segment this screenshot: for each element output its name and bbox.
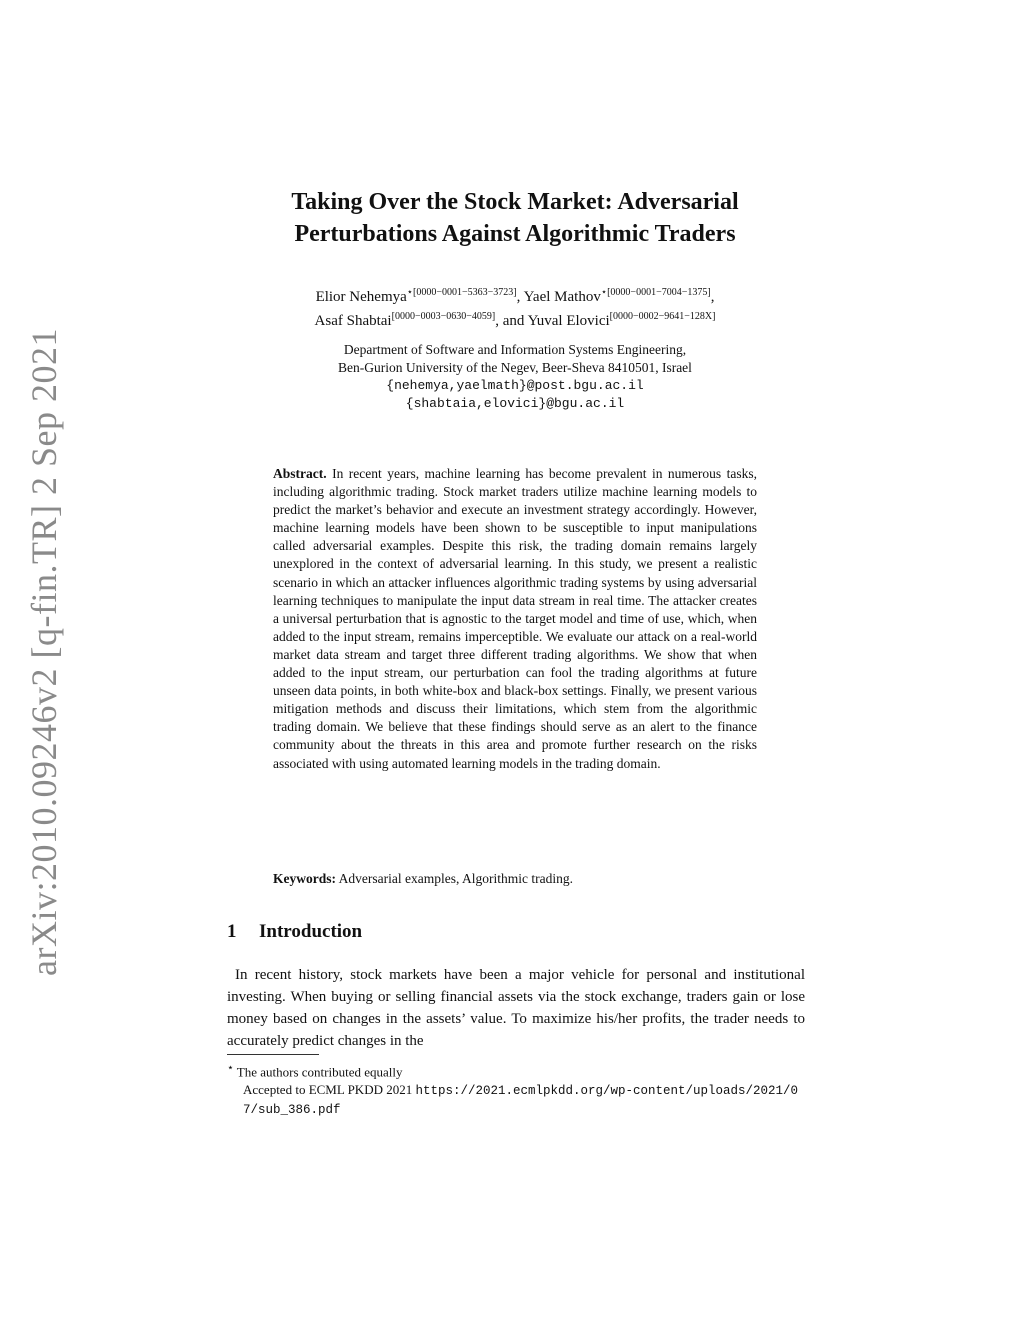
abstract-label: Abstract. [273, 466, 327, 481]
footnote-1-text: The authors contributed equally [236, 1064, 403, 1080]
author-orcid: [0000−0001−5363−3723] [413, 287, 517, 298]
email-line-1: {nehemya,yaelmath}@post.bgu.ac.il [386, 378, 644, 393]
intro-paragraph: In recent history, stock markets have been a major vehicle for personal and institutional investing. When buying or selling financial assets via the stock exchange, traders gain or lose money based on changes in the assets’ value. To maximize his/her profits, the trader needs to accurately predict changes in the [227, 967, 805, 1049]
author-line-1 [180, 283, 850, 307]
keywords-label: Keywords: [273, 871, 336, 886]
equal-contribution-mark: ⋆ [600, 287, 608, 298]
affiliation-block [180, 341, 850, 413]
keywords-text: Adversarial examples, Algorithmic trading. [338, 871, 573, 886]
footnote-rule [227, 1054, 319, 1055]
affiliation-department: Department of Software and Information Systems Engineering, [343, 342, 687, 357]
footnote-mark: ⋆ [227, 1062, 234, 1074]
footnotes [227, 1059, 805, 1119]
author-name: Asaf Shabtai [314, 313, 392, 329]
author-name: Elior Nehemya [315, 289, 407, 305]
email-line-2: {shabtaia,elovici}@bgu.ac.il [405, 396, 625, 411]
arxiv-side-stamp: arXiv:2010.09246v2 [q-fin.TR] 2 Sep 2021 [24, 328, 64, 976]
author-orcid: [0000−0002−9641−128X] [609, 311, 716, 322]
keywords [273, 870, 757, 888]
section-title: Introduction [259, 921, 363, 942]
author-separator: , [710, 289, 715, 305]
author-conjunction: , and [495, 313, 525, 329]
author-orcid: [0000−0001−7004−1375] [607, 287, 711, 298]
footnote-2 [227, 1081, 805, 1119]
abstract-text: In recent years, machine learning has become prevalent in numerous tasks, including algorithmic trading. Stock market traders utilize machine learning models to predict the market’s behavior and execute an investment strategy accordingly. However, machine learning models have been shown to be susceptible to input manipulations called adversarial examples. Despite this risk, the trading domain remains largely unexplored in the context of adversarial learning. In this study, we present a realistic scenario in which an attacker influences algorithmic trading systems by using adversarial learning techniques to manipulate the input data stream in real time. The attacker creates a universal perturbation that is agnostic to the target model and time of use, which, when added to the input stream, remains imperceptible. We evaluate our attack on a real-world market data stream and target three different trading algorithms. We show that when added to the input stream, our perturbation can fool the trading algorithms at future unseen data points, in both white-box and black-box settings. Finally, we present various mitigation methods and discuss their limitations, which stem from the algorithmic trading domain. We believe that these findings should serve as an alert to the finance community about the threats in this area and promote further research on the risks associated with using automated learning models in the trading domain. [273, 466, 758, 771]
author-list [180, 283, 850, 331]
paper-title-line-2: Perturbations Against Algorithmic Traders [294, 221, 736, 247]
author-orcid: [0000−0003−0630−4059] [391, 311, 496, 322]
author-name: Yuval Elovici [527, 313, 610, 329]
author-name: Yael Mathov [523, 289, 601, 305]
footnote-1 [227, 1059, 805, 1081]
footnote-url[interactable]: https://2021.ecmlpkdd.org/wp-content/uploads/2021/07/sub_386.pdf [243, 1084, 799, 1118]
affiliation-university: Ben-Gurion University of the Negev, Beer-Sheva 8410501, Israel [338, 360, 692, 375]
footnote-2-text: Accepted to ECML PKDD 2021 [243, 1082, 413, 1098]
abstract [273, 465, 757, 773]
paper-title-line-1: Taking Over the Stock Market: Adversarial [291, 189, 739, 215]
paper-title [180, 186, 850, 250]
author-line-2 [180, 307, 850, 331]
equal-contribution-mark: ⋆ [406, 287, 414, 298]
author-separator: , [516, 289, 521, 305]
section-heading [227, 921, 362, 943]
section-number: 1 [227, 921, 237, 942]
